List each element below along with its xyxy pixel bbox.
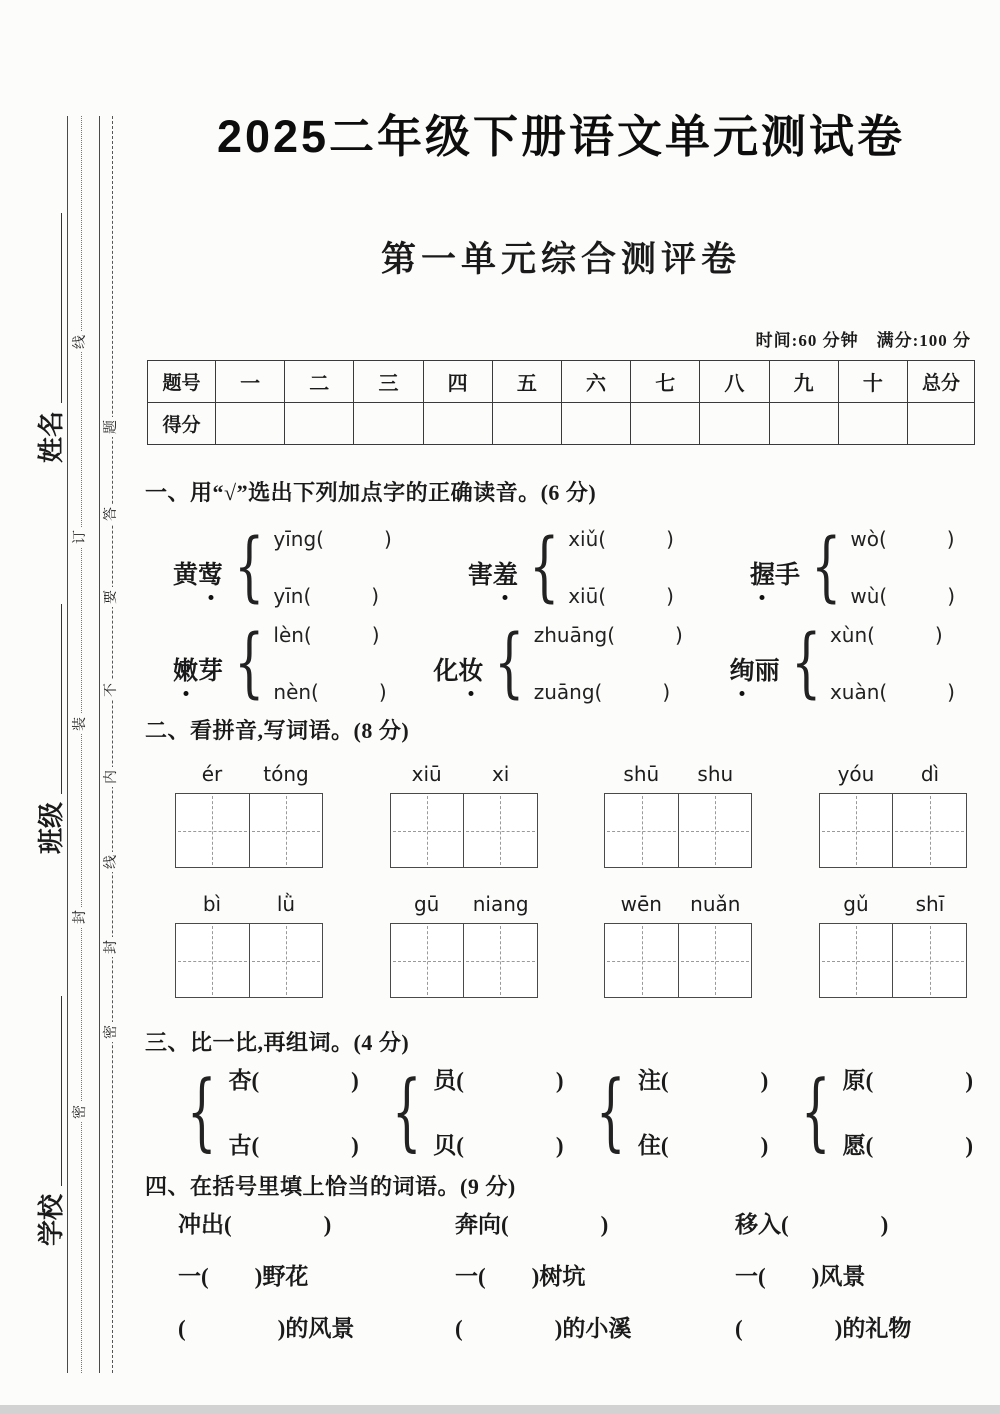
compare-item: 原( ) [842, 1068, 973, 1093]
pinyin-label: shu [697, 762, 734, 786]
writing-grid-row-2 [175, 892, 967, 998]
col-7: 七 [631, 361, 700, 403]
character-grid-box [390, 923, 538, 998]
seal-line-char: 线 [102, 852, 122, 872]
col-10: 十 [838, 361, 907, 403]
score-cell [423, 403, 492, 445]
tian-zi-ge-cell [249, 794, 323, 867]
seal-line-char: 不 [102, 680, 122, 700]
tian-zi-ge-cell [605, 924, 678, 997]
brace-icon: { [187, 1062, 217, 1160]
question-number-label: 题号 [148, 361, 216, 403]
compare-item: 杏( ) [228, 1068, 359, 1093]
time-score-info: 时间:60 分钟 满分:100 分 [755, 331, 971, 350]
pinyin-choice-huazhuang [433, 618, 682, 706]
word-woshou: 握 手 [750, 541, 800, 591]
pinyin-option: wù( ) [850, 584, 955, 608]
seal-line-char: 答 [102, 504, 122, 524]
word-xuanli: 绚 丽 [730, 637, 780, 687]
character-grid-box [175, 793, 323, 868]
pinyin-option: xùn( ) [829, 623, 943, 647]
binding-line-char: 线 [71, 332, 91, 352]
binding-line-char: 订 [71, 527, 91, 547]
compare-item: 贝( ) [433, 1133, 564, 1158]
section4-heading: 四、在括号里填上恰当的词语。(9 分) [145, 1174, 516, 1199]
compare-item: 注( ) [637, 1068, 769, 1093]
compare-item: 愿( ) [842, 1133, 973, 1158]
word-grid-gushi [819, 892, 967, 998]
compare-item: 住( ) [637, 1133, 769, 1158]
compare-item: 古( ) [228, 1133, 359, 1158]
section1-row-2 [173, 618, 955, 706]
tian-zi-ge-cell [391, 924, 464, 997]
word-haixiu: 害羞 [468, 541, 518, 591]
word-grid-youdi [819, 762, 967, 868]
pinyin-choice-haixiu [468, 522, 674, 610]
tian-zi-ge-cell [820, 924, 893, 997]
col-4: 四 [423, 361, 492, 403]
brace-icon: { [494, 617, 525, 706]
fill-blank-item: ( )的风景 [178, 1316, 355, 1341]
class-label: 班级 [37, 801, 66, 854]
photo-edge-strip [0, 1405, 1000, 1414]
col-9: 九 [769, 361, 838, 403]
class-field [31, 604, 65, 854]
margin-line-solid-outer [99, 116, 100, 1373]
section4-row-1 [178, 1206, 973, 1239]
section4-row-3 [178, 1310, 973, 1343]
pinyin-choice-woshou [750, 522, 955, 610]
brace-icon: { [234, 521, 265, 610]
character-grid-box [175, 923, 323, 998]
section4-row-2 [178, 1258, 973, 1291]
class-blank-line [59, 604, 62, 794]
fill-blank-item: 奔向( ) [455, 1212, 609, 1237]
col-3: 三 [354, 361, 423, 403]
character-grid-box [604, 923, 752, 998]
tian-zi-ge-cell [249, 924, 323, 997]
pinyin-option: yīn( ) [273, 584, 380, 608]
col-8: 八 [700, 361, 769, 403]
col-1: 一 [216, 361, 285, 403]
total-score-label: 总分 [908, 361, 975, 403]
compare-pair-zhu-zhu [584, 1062, 768, 1160]
score-cell [492, 403, 561, 445]
pinyin-option: xiǔ( ) [568, 527, 674, 551]
fill-blank-item: 一( )野花 [178, 1264, 309, 1289]
tian-zi-ge-cell [892, 794, 966, 867]
pinyin-option: yīng( ) [273, 527, 392, 551]
binding-dotted-line [81, 116, 82, 1373]
tian-zi-ge-cell [605, 794, 678, 867]
binding-line-char: 封 [71, 907, 91, 927]
section3-heading: 三、比一比,再组词。(4 分) [145, 1030, 410, 1055]
tian-zi-ge-cell [176, 924, 249, 997]
compare-pair-yuan-yuan [789, 1062, 973, 1160]
accent-dot [760, 595, 765, 600]
pinyin-label: gū [413, 892, 440, 916]
pinyin-option: zhuāng( ) [533, 623, 683, 647]
tian-zi-ge-cell [678, 794, 752, 867]
accent-dot [183, 691, 188, 696]
accent-dot [468, 691, 473, 696]
col-5: 五 [492, 361, 561, 403]
word-grid-shushu [604, 762, 752, 868]
word-nenya: 嫩 芽 [173, 637, 223, 687]
pinyin-label: xi [491, 762, 510, 786]
compare-pair-yuan-bei [380, 1062, 564, 1160]
word-huazhuang: 化妆 [433, 637, 483, 687]
fill-blank-item: ( )的礼物 [735, 1316, 912, 1341]
fill-blank-item: 冲出( ) [178, 1212, 332, 1237]
section3-row [175, 1062, 973, 1160]
score-cell [561, 403, 630, 445]
pinyin-option: lèn( ) [273, 623, 380, 647]
pinyin-choice-nenya [173, 618, 387, 706]
compare-pair-xing-gu [175, 1062, 359, 1160]
seal-line-char: 要 [102, 587, 122, 607]
pinyin-label: shū [623, 762, 660, 786]
pinyin-choice-huangying [173, 522, 392, 610]
total-score-cell [908, 403, 975, 445]
character-grid-box [390, 793, 538, 868]
score-table [147, 360, 975, 445]
score-label: 得分 [148, 403, 216, 445]
tian-zi-ge-cell [463, 924, 537, 997]
unit-subtitle: 第一单元综合测评卷 [380, 240, 741, 279]
col-6: 六 [561, 361, 630, 403]
word-huangying: 黄莺 [173, 541, 223, 591]
score-cell [216, 403, 285, 445]
section1-row-1 [173, 522, 955, 610]
pinyin-option: wò( ) [850, 527, 955, 551]
tian-zi-ge-cell [678, 924, 752, 997]
tian-zi-ge-cell [176, 794, 249, 867]
pinyin-label: xiū [411, 762, 442, 786]
col-2: 二 [285, 361, 354, 403]
section1-heading: 一、用“√”选出下列加点字的正确读音。(6 分) [145, 480, 597, 505]
accent-dot [208, 595, 213, 600]
character-grid-box [819, 793, 967, 868]
binding-line-char: 装 [71, 714, 91, 734]
section2-heading: 二、看拼音,写词语。(8 分) [145, 718, 410, 743]
brace-icon: { [801, 1062, 831, 1160]
pinyin-option: xuàn( ) [829, 680, 955, 704]
tian-zi-ge-cell [391, 794, 464, 867]
student-name-field [31, 213, 65, 463]
accent-dot [503, 595, 508, 600]
character-grid-box [604, 793, 752, 868]
score-cell [700, 403, 769, 445]
pinyin-label: ér [201, 762, 223, 786]
word-grid-xiuxi [390, 762, 538, 868]
score-cell [285, 403, 354, 445]
fill-blank-item: 移入( ) [735, 1212, 889, 1237]
pinyin-label: nuǎn [690, 892, 741, 916]
brace-icon: { [234, 617, 265, 706]
compare-item: 员( ) [433, 1068, 564, 1093]
pinyin-label: wēn [620, 892, 662, 916]
name-blank-line [59, 213, 62, 403]
school-field [31, 996, 65, 1246]
pinyin-option: xiū( ) [568, 584, 674, 608]
binding-line-char: 密 [71, 1102, 91, 1122]
word-grid-bilv [175, 892, 323, 998]
score-table-score-row [148, 403, 975, 445]
seal-line-char: 封 [102, 937, 122, 957]
pinyin-option: zuāng( ) [533, 680, 671, 704]
pinyin-label: shī [915, 892, 945, 916]
seal-line-char: 内 [102, 767, 122, 787]
school-blank-line [59, 996, 62, 1186]
tian-zi-ge-cell [892, 924, 966, 997]
pinyin-label: dì [920, 762, 940, 786]
seal-line-char: 题 [102, 417, 122, 437]
paper-title: 2025二年级下册语文单元测试卷 [216, 111, 906, 162]
tian-zi-ge-cell [820, 794, 893, 867]
fill-blank-item: 一( )风景 [735, 1264, 866, 1289]
word-grid-guniang [390, 892, 538, 998]
score-cell [769, 403, 838, 445]
brace-icon: { [529, 521, 560, 610]
fill-blank-item: 一( )树坑 [455, 1264, 586, 1289]
seal-dashed-line [112, 116, 113, 1373]
pinyin-label: tóng [263, 762, 309, 786]
paper-body [145, 0, 977, 1414]
accent-dot [740, 691, 745, 696]
margin-line-solid-inner [67, 116, 68, 1373]
pinyin-label: bì [202, 892, 222, 916]
pinyin-label: niang [472, 892, 529, 916]
pinyin-label: gǔ [843, 892, 869, 916]
seal-line-char: 密 [102, 1022, 122, 1042]
pinyin-label: lǜ [276, 892, 296, 916]
pinyin-choice-xuanli [730, 618, 955, 706]
brace-icon: { [811, 521, 842, 610]
school-label: 学校 [37, 1193, 66, 1246]
pinyin-label: yóu [837, 762, 875, 786]
tian-zi-ge-cell [463, 794, 537, 867]
brace-icon: { [790, 617, 821, 706]
score-cell [631, 403, 700, 445]
pinyin-option: nèn( ) [273, 680, 387, 704]
writing-grid-row-1 [175, 762, 967, 868]
word-grid-wennuan [604, 892, 752, 998]
character-grid-box [819, 923, 967, 998]
score-cell [354, 403, 423, 445]
name-label: 姓名 [37, 410, 66, 463]
word-grid-ertong [175, 762, 323, 868]
brace-icon: { [596, 1062, 626, 1160]
fill-blank-item: ( )的小溪 [455, 1316, 632, 1341]
score-cell [838, 403, 907, 445]
brace-icon: { [391, 1062, 422, 1160]
score-table-header-row [148, 361, 975, 403]
